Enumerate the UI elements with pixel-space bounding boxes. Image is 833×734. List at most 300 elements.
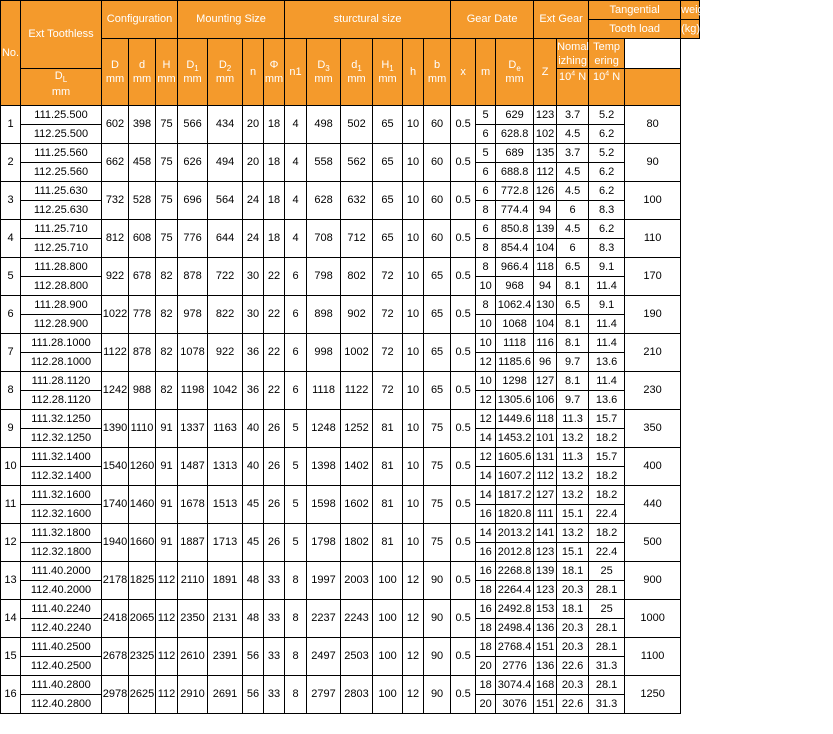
cell-d1: 1002	[341, 334, 373, 372]
cell-x: 0.5	[451, 372, 476, 410]
row-no: 7	[1, 334, 21, 372]
cell-Z: 127	[534, 486, 557, 505]
cell-d: 2325	[129, 638, 156, 676]
row-no: 15	[1, 638, 21, 676]
cell-tempering: 22.4	[589, 543, 625, 562]
cell-d1: 1602	[341, 486, 373, 524]
cell-D2: 564	[208, 182, 243, 220]
cell-D2: 722	[208, 258, 243, 296]
cell-H1: 81	[373, 486, 403, 524]
cell-x: 0.5	[451, 486, 476, 524]
cell-b: 90	[424, 600, 451, 638]
cell-De: 1607.2	[496, 467, 534, 486]
row-no: 10	[1, 448, 21, 486]
cell-D: 1242	[102, 372, 129, 410]
cell-x: 0.5	[451, 144, 476, 182]
cell-tempering: 9.1	[589, 296, 625, 315]
cell-x: 0.5	[451, 676, 476, 714]
cell-H1: 81	[373, 524, 403, 562]
model-number: 111.28.1000	[21, 334, 102, 353]
cell-m: 16	[476, 600, 496, 619]
cell-De: 1817.2	[496, 486, 534, 505]
col-D: D mm	[102, 39, 129, 106]
model-number: 112.40.2000	[21, 581, 102, 600]
cell-b: 75	[424, 524, 451, 562]
cell-d: 1660	[129, 524, 156, 562]
cell-D: 662	[102, 144, 129, 182]
cell-tempering: 9.1	[589, 258, 625, 277]
cell-D1: 626	[178, 144, 208, 182]
cell-m: 6	[476, 163, 496, 182]
cell-d1: 1802	[341, 524, 373, 562]
col-x: x	[451, 39, 476, 106]
cell-m: 6	[476, 220, 496, 239]
cell-phi: 22	[264, 296, 285, 334]
cell-tempering: 28.1	[589, 676, 625, 695]
cell-D2: 1891	[208, 562, 243, 600]
cell-m: 14	[476, 429, 496, 448]
row-no: 8	[1, 372, 21, 410]
model-number: 111.25.710	[21, 220, 102, 239]
cell-Z: 139	[534, 220, 557, 239]
cell-d: 878	[129, 334, 156, 372]
cell-D: 1390	[102, 410, 129, 448]
cell-D3: 2797	[307, 676, 341, 714]
cell-weight: 900	[625, 562, 681, 600]
cell-nomalizing: 4.5	[557, 182, 589, 201]
cell-b: 75	[424, 410, 451, 448]
header-ext-toothless	[21, 1, 102, 69]
cell-m: 10	[476, 277, 496, 296]
cell-tempering: 8.3	[589, 201, 625, 220]
cell-Z: 112	[534, 163, 557, 182]
cell-x: 0.5	[451, 600, 476, 638]
cell-phi: 26	[264, 486, 285, 524]
cell-weight: 110	[625, 220, 681, 258]
cell-De: 1305.6	[496, 391, 534, 410]
cell-d: 458	[129, 144, 156, 182]
table-row	[1, 524, 700, 543]
cell-weight: 170	[625, 258, 681, 296]
cell-b: 60	[424, 106, 451, 144]
cell-Z: 153	[534, 600, 557, 619]
row-no: 3	[1, 182, 21, 220]
cell-Z: 151	[534, 638, 557, 657]
cell-n: 24	[243, 182, 264, 220]
cell-m: 6	[476, 125, 496, 144]
cell-m: 18	[476, 581, 496, 600]
cell-d1: 562	[341, 144, 373, 182]
cell-m: 12	[476, 353, 496, 372]
cell-H: 91	[156, 410, 178, 448]
cell-n: 45	[243, 486, 264, 524]
cell-H: 75	[156, 106, 178, 144]
cell-D2: 1713	[208, 524, 243, 562]
cell-weight: 1000	[625, 600, 681, 638]
cell-weight: 400	[625, 448, 681, 486]
cell-nomalizing: 13.2	[557, 486, 589, 505]
row-no: 16	[1, 676, 21, 714]
cell-h: 10	[403, 410, 424, 448]
cell-n1: 6	[285, 334, 307, 372]
header-tooth-load: Tooth load	[609, 23, 660, 35]
cell-D2: 2391	[208, 638, 243, 676]
table-row	[1, 144, 700, 163]
cell-n1: 5	[285, 524, 307, 562]
col-tempering: Temp ering	[589, 39, 625, 69]
cell-n1: 8	[285, 600, 307, 638]
cell-n: 30	[243, 258, 264, 296]
model-number: 112.28.800	[21, 277, 102, 296]
cell-m: 6	[476, 182, 496, 201]
cell-tempering: 6.2	[589, 220, 625, 239]
cell-De: 2264.4	[496, 581, 534, 600]
cell-D: 812	[102, 220, 129, 258]
model-number: 112.40.2800	[21, 695, 102, 714]
cell-d1: 2243	[341, 600, 373, 638]
cell-H: 82	[156, 372, 178, 410]
model-number: 111.28.1120	[21, 372, 102, 391]
header-structural-size: sturctural size	[285, 1, 451, 39]
cell-n1: 4	[285, 144, 307, 182]
cell-n: 36	[243, 372, 264, 410]
cell-x: 0.5	[451, 562, 476, 600]
cell-Z: 106	[534, 391, 557, 410]
cell-nomalizing: 8.1	[557, 315, 589, 334]
cell-D: 1122	[102, 334, 129, 372]
cell-H: 75	[156, 182, 178, 220]
cell-Z: 126	[534, 182, 557, 201]
model-number: 112.25.710	[21, 239, 102, 258]
cell-tempering: 11.4	[589, 334, 625, 353]
row-no: 11	[1, 486, 21, 524]
col-De: $D_e$ mm	[496, 39, 534, 106]
cell-H: 91	[156, 448, 178, 486]
cell-m: 14	[476, 467, 496, 486]
cell-d: 1460	[129, 486, 156, 524]
cell-nomalizing: 8.1	[557, 372, 589, 391]
cell-tempering: 6.2	[589, 182, 625, 201]
cell-De: 772.8	[496, 182, 534, 201]
cell-n1: 5	[285, 410, 307, 448]
cell-n: 45	[243, 524, 264, 562]
model-number: 111.25.500	[21, 106, 102, 125]
cell-d: 778	[129, 296, 156, 334]
cell-Z: 116	[534, 334, 557, 353]
col-D3: $D_3$ mm	[307, 39, 341, 106]
model-number: 112.32.1250	[21, 429, 102, 448]
cell-d1: 902	[341, 296, 373, 334]
cell-H: 91	[156, 486, 178, 524]
cell-n1: 8	[285, 676, 307, 714]
cell-D2: 434	[208, 106, 243, 144]
cell-weight: 80	[625, 106, 681, 144]
cell-De: 689	[496, 144, 534, 163]
cell-D: 2418	[102, 600, 129, 638]
cell-Z: 123	[534, 581, 557, 600]
cell-D3: 1398	[307, 448, 341, 486]
cell-d: 2065	[129, 600, 156, 638]
cell-D3: 798	[307, 258, 341, 296]
cell-phi: 22	[264, 334, 285, 372]
cell-d: 2625	[129, 676, 156, 714]
cell-m: 18	[476, 676, 496, 695]
cell-m: 8	[476, 239, 496, 258]
cell-weight: 500	[625, 524, 681, 562]
cell-n1: 5	[285, 448, 307, 486]
cell-n1: 4	[285, 220, 307, 258]
header-mounting-size: Mounting Size	[178, 1, 285, 39]
cell-De: 3076	[496, 695, 534, 714]
cell-tempering: 28.1	[589, 619, 625, 638]
cell-Z: 136	[534, 619, 557, 638]
cell-D: 732	[102, 182, 129, 220]
cell-nomalizing: 18.1	[557, 600, 589, 619]
cell-b: 60	[424, 182, 451, 220]
cell-weight: 230	[625, 372, 681, 410]
cell-phi: 33	[264, 562, 285, 600]
cell-phi: 26	[264, 448, 285, 486]
cell-tempering: 31.3	[589, 695, 625, 714]
cell-D2: 644	[208, 220, 243, 258]
cell-n1: 8	[285, 562, 307, 600]
cell-H1: 100	[373, 600, 403, 638]
cell-De: 1298	[496, 372, 534, 391]
cell-weight: 190	[625, 296, 681, 334]
cell-m: 16	[476, 562, 496, 581]
nomalizing-unit: $10^4$ N	[557, 69, 589, 106]
cell-De: 854.4	[496, 239, 534, 258]
col-Z: Z	[534, 39, 557, 106]
cell-d: 608	[129, 220, 156, 258]
model-number: 111.32.1800	[21, 524, 102, 543]
cell-n: 48	[243, 600, 264, 638]
header-tangential: Tangential	[589, 1, 680, 20]
table-row	[1, 562, 700, 581]
cell-De: 2492.8	[496, 600, 534, 619]
model-number: 112.28.1120	[21, 391, 102, 410]
cell-D1: 776	[178, 220, 208, 258]
model-number: 111.28.900	[21, 296, 102, 315]
model-number: 112.25.560	[21, 163, 102, 182]
cell-tempering: 6.2	[589, 125, 625, 144]
cell-De: 2012.8	[496, 543, 534, 562]
row-no: 4	[1, 220, 21, 258]
cell-nomalizing: 13.2	[557, 524, 589, 543]
cell-weight: 440	[625, 486, 681, 524]
cell-nomalizing: 11.3	[557, 448, 589, 467]
table-row	[1, 372, 700, 391]
cell-b: 60	[424, 220, 451, 258]
cell-D1: 878	[178, 258, 208, 296]
cell-D2: 2131	[208, 600, 243, 638]
model-number: 111.25.630	[21, 182, 102, 201]
cell-Z: 104	[534, 239, 557, 258]
model-number: 111.25.560	[21, 144, 102, 163]
cell-H: 75	[156, 220, 178, 258]
cell-m: 14	[476, 486, 496, 505]
model-number: 112.28.1000	[21, 353, 102, 372]
cell-D1: 978	[178, 296, 208, 334]
col-n1: n1	[285, 39, 307, 106]
cell-nomalizing: 18.1	[557, 562, 589, 581]
cell-weight: 1250	[625, 676, 681, 714]
cell-H1: 72	[373, 372, 403, 410]
cell-tempering: 6.2	[589, 163, 625, 182]
cell-Z: 130	[534, 296, 557, 315]
cell-D1: 696	[178, 182, 208, 220]
cell-d1: 1122	[341, 372, 373, 410]
row-no: 2	[1, 144, 21, 182]
cell-De: 1820.8	[496, 505, 534, 524]
table-row	[1, 410, 700, 429]
cell-De: 1118	[496, 334, 534, 353]
cell-De: 3074.4	[496, 676, 534, 695]
cell-De: 2768.4	[496, 638, 534, 657]
model-number: 112.25.500	[21, 125, 102, 144]
cell-D3: 998	[307, 334, 341, 372]
cell-phi: 18	[264, 144, 285, 182]
cell-H: 82	[156, 334, 178, 372]
cell-De: 1062.4	[496, 296, 534, 315]
cell-d1: 2503	[341, 638, 373, 676]
cell-m: 14	[476, 524, 496, 543]
cell-nomalizing: 6	[557, 201, 589, 220]
model-number: 111.32.1400	[21, 448, 102, 467]
cell-x: 0.5	[451, 296, 476, 334]
model-number: 112.25.630	[21, 201, 102, 220]
cell-m: 20	[476, 657, 496, 676]
cell-tempering: 22.4	[589, 505, 625, 524]
table-row	[1, 258, 700, 277]
cell-De: 850.8	[496, 220, 534, 239]
cell-x: 0.5	[451, 182, 476, 220]
cell-H: 91	[156, 524, 178, 562]
cell-m: 16	[476, 505, 496, 524]
cell-d: 678	[129, 258, 156, 296]
cell-H1: 81	[373, 448, 403, 486]
table-row	[1, 220, 700, 239]
cell-Z: 131	[534, 448, 557, 467]
cell-d: 1825	[129, 562, 156, 600]
cell-nomalizing: 22.6	[557, 695, 589, 714]
row-no: 6	[1, 296, 21, 334]
cell-h: 10	[403, 486, 424, 524]
cell-d: 988	[129, 372, 156, 410]
cell-Z: 136	[534, 657, 557, 676]
cell-h: 10	[403, 524, 424, 562]
cell-Z: 94	[534, 201, 557, 220]
cell-De: 628.8	[496, 125, 534, 144]
header-weight	[681, 1, 713, 39]
cell-h: 10	[403, 372, 424, 410]
cell-weight: 90	[625, 144, 681, 182]
cell-m: 10	[476, 334, 496, 353]
table-row	[1, 486, 700, 505]
cell-tempering: 11.4	[589, 372, 625, 391]
cell-n1: 6	[285, 296, 307, 334]
cell-n: 56	[243, 638, 264, 676]
row-no: 9	[1, 410, 21, 448]
ext-toothless-symbol-cell: $D_L$ mm	[21, 69, 102, 106]
cell-x: 0.5	[451, 524, 476, 562]
model-number: 111.40.2240	[21, 600, 102, 619]
model-number: 111.40.2000	[21, 562, 102, 581]
cell-D2: 1042	[208, 372, 243, 410]
cell-nomalizing: 9.7	[557, 353, 589, 372]
cell-n: 40	[243, 448, 264, 486]
cell-n: 20	[243, 144, 264, 182]
cell-b: 90	[424, 676, 451, 714]
cell-phi: 33	[264, 600, 285, 638]
cell-D1: 2610	[178, 638, 208, 676]
cell-tempering: 18.2	[589, 486, 625, 505]
cell-tempering: 31.3	[589, 657, 625, 676]
cell-D3: 498	[307, 106, 341, 144]
cell-D3: 1248	[307, 410, 341, 448]
cell-D2: 822	[208, 296, 243, 334]
cell-De: 2498.4	[496, 619, 534, 638]
cell-Z: 94	[534, 277, 557, 296]
cell-b: 60	[424, 144, 451, 182]
row-no: 12	[1, 524, 21, 562]
table-row	[1, 106, 700, 125]
model-number: 112.40.2500	[21, 657, 102, 676]
cell-H1: 100	[373, 562, 403, 600]
cell-H: 112	[156, 676, 178, 714]
row-no: 1	[1, 106, 21, 144]
cell-D: 1940	[102, 524, 129, 562]
cell-De: 2268.8	[496, 562, 534, 581]
cell-phi: 18	[264, 220, 285, 258]
cell-tempering: 5.2	[589, 144, 625, 163]
cell-tempering: 18.2	[589, 429, 625, 448]
cell-D1: 1078	[178, 334, 208, 372]
cell-D1: 1337	[178, 410, 208, 448]
cell-nomalizing: 3.7	[557, 106, 589, 125]
cell-nomalizing: 4.5	[557, 125, 589, 144]
cell-nomalizing: 4.5	[557, 163, 589, 182]
model-number: 112.40.2240	[21, 619, 102, 638]
weight-unit-spacer	[625, 69, 681, 106]
cell-H1: 72	[373, 296, 403, 334]
header-no: No.	[1, 1, 21, 106]
cell-De: 629	[496, 106, 534, 125]
cell-n1: 4	[285, 106, 307, 144]
cell-D1: 566	[178, 106, 208, 144]
cell-Z: 141	[534, 524, 557, 543]
header-configuration: Configuration	[102, 1, 178, 39]
cell-D: 1740	[102, 486, 129, 524]
tempering-unit: $10^4$ N	[589, 69, 625, 106]
cell-nomalizing: 3.7	[557, 144, 589, 163]
cell-m: 12	[476, 448, 496, 467]
col-phi: Φ mm	[264, 39, 285, 106]
cell-H1: 100	[373, 676, 403, 714]
cell-n1: 8	[285, 638, 307, 676]
cell-D2: 1513	[208, 486, 243, 524]
cell-d1: 802	[341, 258, 373, 296]
weight-header-blank	[625, 39, 681, 69]
cell-H1: 100	[373, 638, 403, 676]
cell-d1: 2803	[341, 676, 373, 714]
cell-H: 112	[156, 562, 178, 600]
cell-h: 10	[403, 182, 424, 220]
cell-D: 602	[102, 106, 129, 144]
cell-D1: 2110	[178, 562, 208, 600]
cell-phi: 18	[264, 182, 285, 220]
cell-d: 1260	[129, 448, 156, 486]
